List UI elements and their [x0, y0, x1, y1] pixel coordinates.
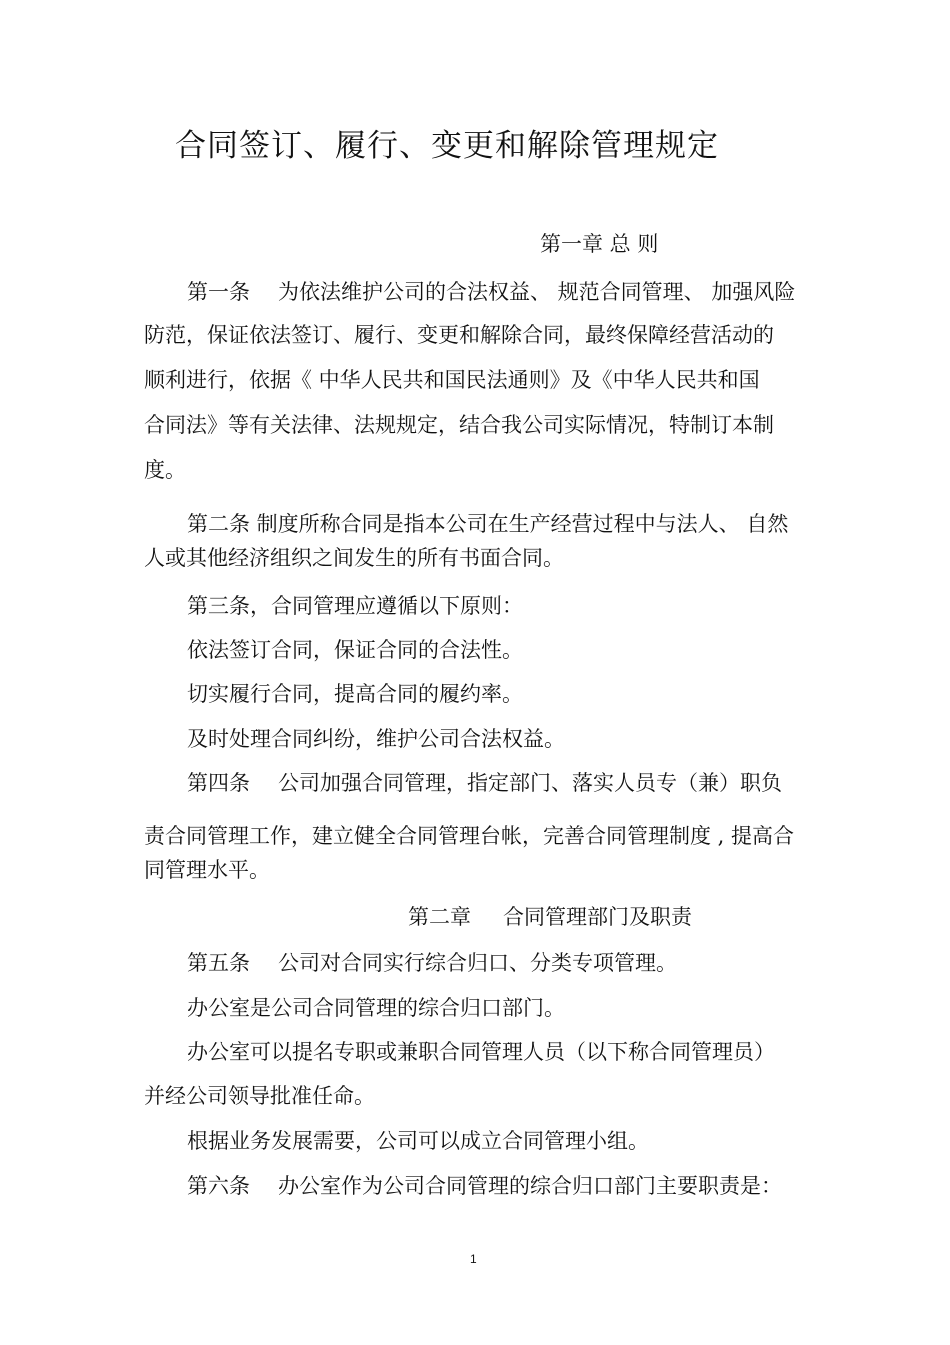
chapter2-label: 第二章 — [408, 905, 471, 929]
article2-line2: 人或其他经济组织之间发生的所有书面合同。 — [144, 546, 564, 570]
article5-para3-line2: 并经公司领导批准任命。 — [144, 1084, 375, 1108]
article4-line2: 责合同管理工作，建立健全合同管理台帐，完善合同管理制度 , 提高合 — [144, 824, 795, 848]
chapter2-heading: 合同管理部门及职责 — [503, 905, 692, 929]
article5-line1: 公司对合同实行综合归口、分类专项管理。 — [278, 951, 677, 975]
article5-label: 第五条 — [187, 951, 250, 975]
article2-line1: 第二条 制度所称合同是指本公司在生产经营过程中与法人、 自然 — [187, 512, 789, 536]
article4-line1: 公司加强合同管理，指定部门、落实人员专（兼）职负 — [278, 771, 782, 795]
article1-label: 第一条 — [187, 280, 250, 304]
article1-line1: 为依法维护公司的合法权益、 规范合同管理、 加强风险 — [278, 280, 796, 304]
article6-first-line — [187, 1176, 782, 1197]
document-title: 合同签订、履行、变更和解除管理规定 — [175, 128, 719, 164]
page-number: 1 — [470, 1252, 477, 1266]
article1-line4: 合同法》等有关法律、法规规定，结合我公司实际情况，特制订本制 — [144, 413, 774, 437]
article3-line1: 第三条，合同管理应遵循以下原则： — [187, 594, 523, 618]
article1-first-line — [187, 282, 795, 303]
article4-label: 第四条 — [187, 771, 250, 795]
article3-principle2: 切实履行合同，提高合同的履约率。 — [187, 682, 523, 706]
chapter2-heading-line — [408, 907, 692, 928]
article5-para3-line1: 办公室可以提名专职或兼职合同管理人员（以下称合同管理员） — [187, 1040, 775, 1064]
article3-principle3: 及时处理合同纠纷，维护公司合法权益。 — [187, 727, 565, 751]
chapter1-heading: 第一章 总 则 — [540, 232, 659, 256]
article4-line3: 同管理水平。 — [144, 858, 270, 882]
article1-line3: 顺利进行，依据《 中华人民共和国民法通则》及《中华人民共和国 — [144, 368, 760, 392]
article3-principle1: 依法签订合同，保证合同的合法性。 — [187, 638, 523, 662]
article1-line5: 度。 — [144, 458, 186, 482]
article1-line2: 防范，保证依法签订、履行、变更和解除合同，最终保障经营活动的 — [144, 323, 774, 347]
article6-label: 第六条 — [187, 1174, 250, 1198]
article5-para4: 根据业务发展需要，公司可以成立合同管理小组。 — [187, 1129, 649, 1153]
article5-para2: 办公室是公司合同管理的综合归口部门。 — [187, 996, 565, 1020]
article6-line1: 办公室作为公司合同管理的综合归口部门主要职责是： — [278, 1174, 782, 1198]
article5-first-line — [187, 953, 677, 974]
article4-first-line — [187, 773, 782, 794]
